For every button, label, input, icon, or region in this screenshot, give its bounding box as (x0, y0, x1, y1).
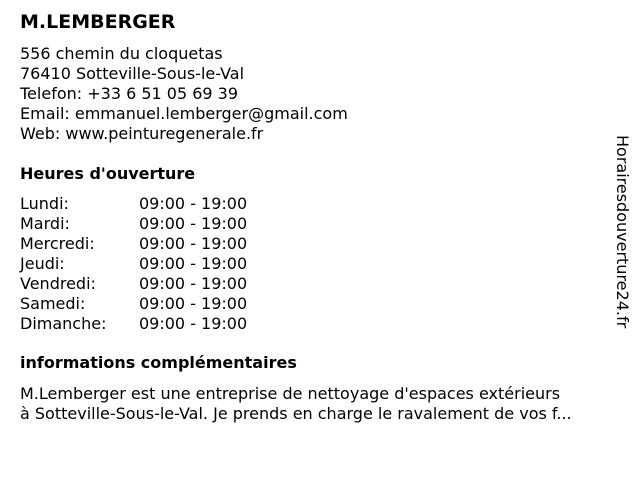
time-value: 09:00 - 19:00 (139, 294, 248, 313)
website-text: Web: www.peinturegenerale.fr (20, 124, 264, 143)
hours-heading: Heures d'ouverture (20, 164, 196, 183)
day-label: Vendredi: (20, 274, 96, 293)
phone-text: Telefon: +33 6 51 05 69 39 (20, 84, 239, 103)
info-line: à Sotteville-Sous-le-Val. Je prends en charge le ravalement de vos f... (20, 404, 572, 423)
day-label: Dimanche: (20, 314, 107, 333)
time-value: 09:00 - 19:00 (139, 194, 248, 213)
time-value: 09:00 - 19:00 (139, 234, 248, 253)
time-value: 09:00 - 19:00 (139, 274, 248, 293)
info-heading: informations complémentaires (20, 353, 297, 372)
business-name: M.LEMBERGER (20, 11, 176, 33)
time-value: 09:00 - 19:00 (139, 254, 248, 273)
info-description (20, 384, 632, 424)
time-value: 09:00 - 19:00 (139, 214, 248, 233)
day-label: Jeudi: (20, 254, 65, 273)
time-value: 09:00 - 19:00 (139, 314, 248, 333)
address-city: 76410 Sotteville-Sous-le-Val (20, 64, 245, 83)
day-label: Lundi: (20, 194, 69, 213)
day-label: Mercredi: (20, 234, 95, 253)
day-label: Samedi: (20, 294, 86, 313)
email-text: Email: emmanuel.lemberger@gmail.com (20, 104, 348, 123)
address-street: 556 chemin du cloquetas (20, 44, 223, 63)
watermark-text: Horairesdouverture24.fr (613, 135, 632, 329)
day-label: Mardi: (20, 214, 70, 233)
info-line: M.Lemberger est une entreprise de nettoyage d'espaces extérieurs (20, 384, 561, 403)
contact-block (20, 44, 348, 144)
